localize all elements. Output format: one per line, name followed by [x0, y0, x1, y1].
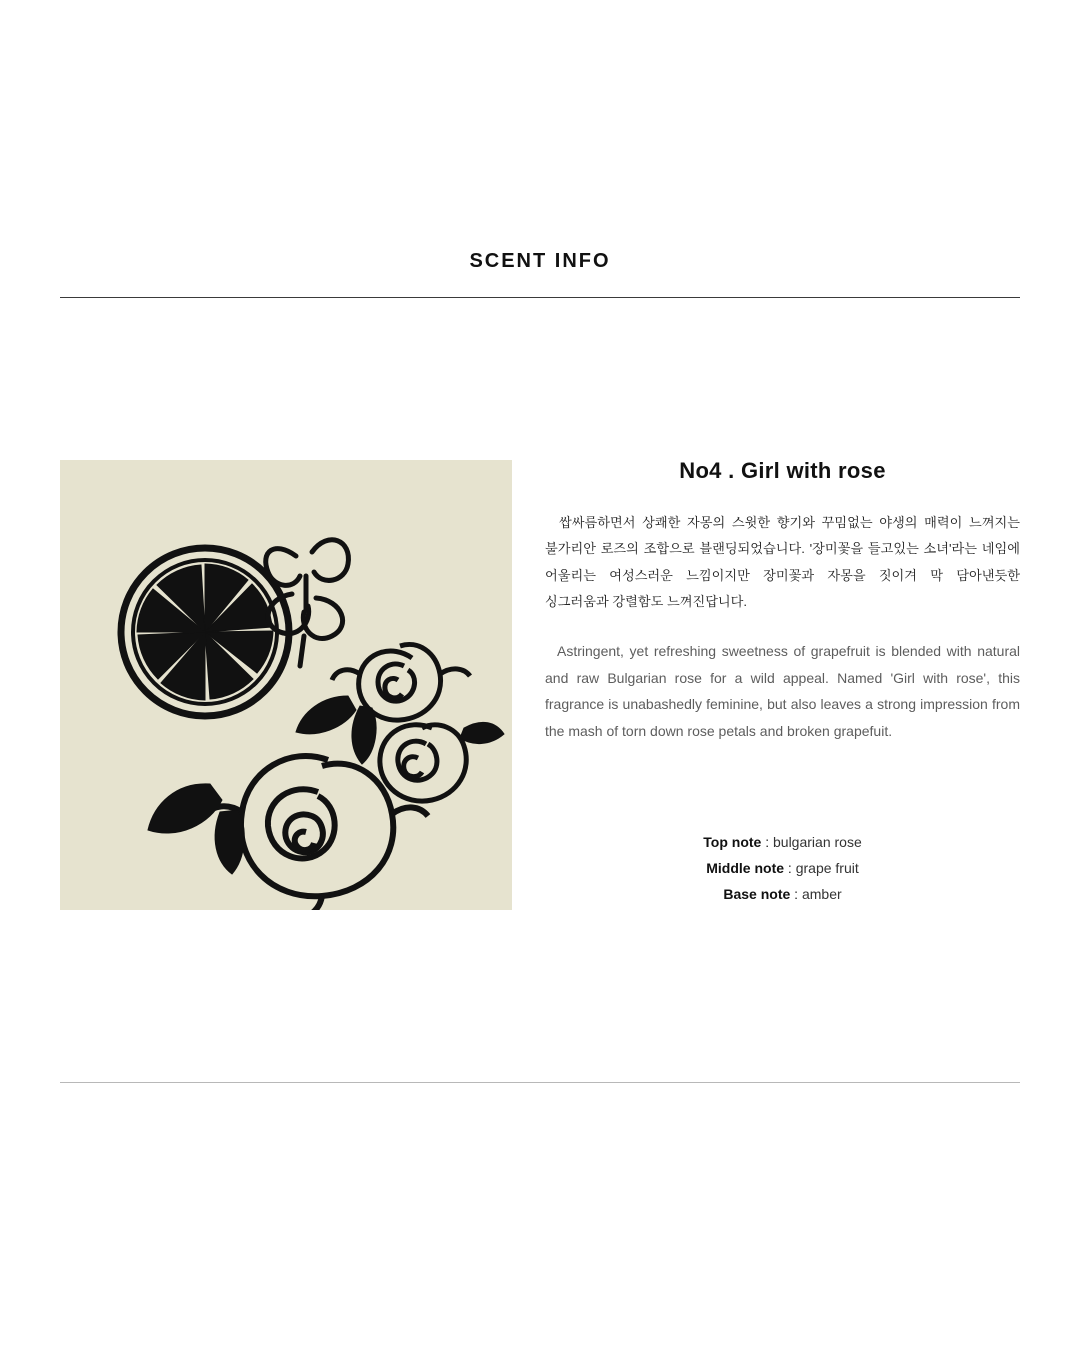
note-separator-top: : [761, 834, 773, 850]
note-value-base: amber [801, 885, 842, 902]
grapefruit-and-roses-illustration [60, 460, 512, 910]
header-divider [60, 297, 1020, 298]
note-value-middle: grape fruit [795, 859, 859, 876]
scent-title: No4 . Girl with rose [679, 458, 886, 483]
scent-description-korean: 쌉싸름하면서 상쾌한 자몽의 스윗한 향기와 꾸밈없는 야생의 매력이 느껴지는 불가리안 로즈의 조합으로 블랜딩되었습니다. '장미꽃을 들고있는 소녀'라는 네임에 어울리는 여성스러운 느낌이지만 장미꽃과 자몽을 짓이겨 막 담아낸듯한 싱그러움과 강렬함도 느껴진답니다. [545, 515, 1020, 610]
note-separator-middle: : [784, 859, 796, 876]
note-row-top [545, 830, 1020, 856]
note-row-base [545, 882, 1020, 908]
note-row-middle [545, 856, 1020, 882]
note-label-base: Base note [723, 885, 791, 902]
note-label-middle: Middle note [706, 859, 785, 876]
scent-description-english: Astringent, yet refreshing sweetness of grapefruit is blended with natural and raw Bulgarian rose for a wild appeal. Named 'Girl with rose', this fragrance is unabashedly feminine, but also leaves a strong impression from the mash of torn down rose petals and broken grapefuit. [545, 642, 1020, 740]
footer-divider [60, 1082, 1020, 1083]
note-label-top: Top note [703, 834, 762, 850]
fragrance-notes-list [545, 830, 1020, 908]
page-title: SCENT INFO [469, 250, 611, 272]
note-separator-base: : [790, 885, 802, 902]
note-value-top: bulgarian rose [773, 834, 862, 850]
scent-description-block [545, 458, 1020, 745]
